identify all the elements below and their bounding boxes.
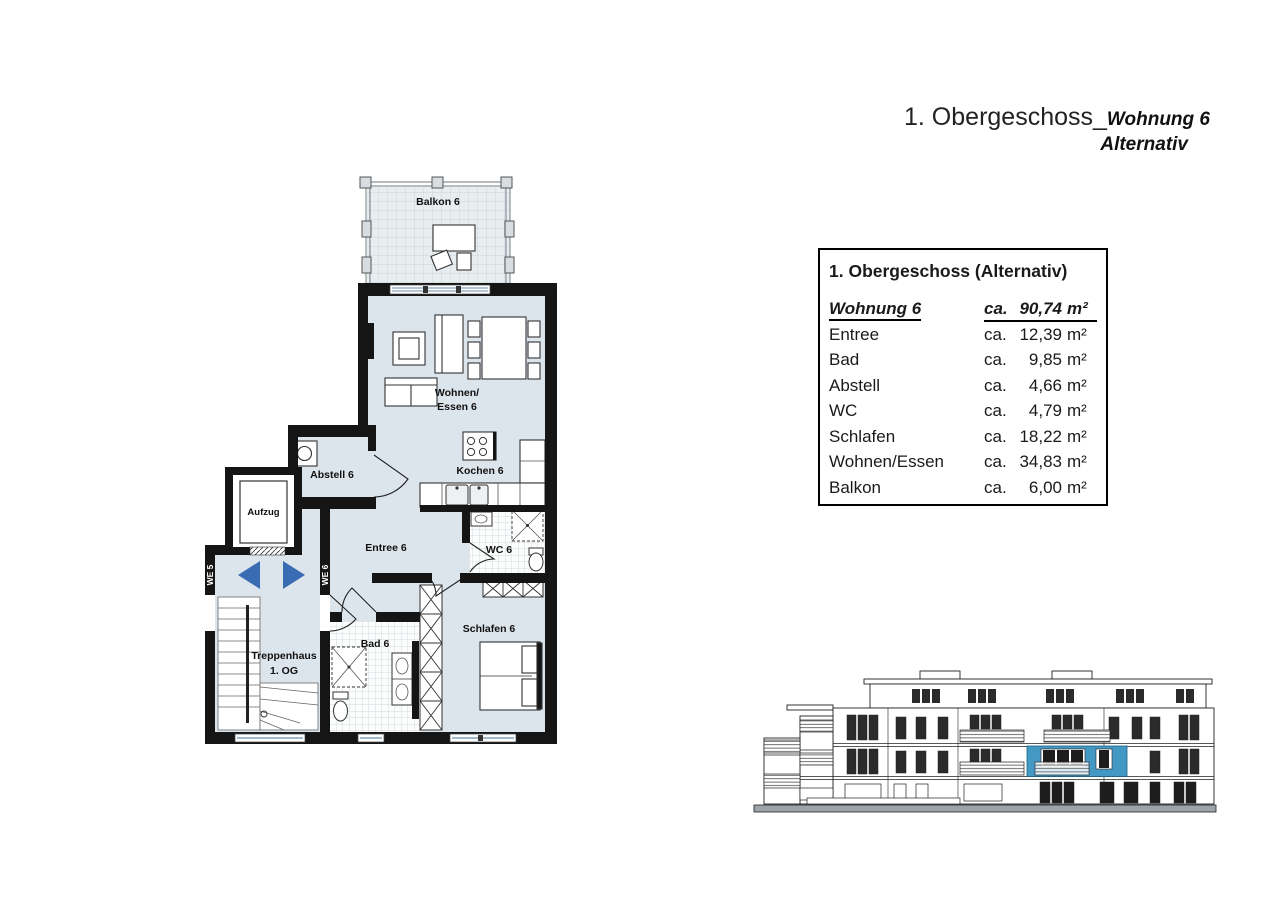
area-table-rows <box>829 325 1097 504</box>
room-area: ca. 4,66 m² <box>984 375 1087 395</box>
room-area: ca. 6,00 m² <box>984 477 1087 497</box>
sheet-title-line1 <box>880 103 1210 132</box>
label-schlafen: Schlafen 6 <box>462 623 516 635</box>
room-name: Bad <box>829 350 860 369</box>
label-treppenhaus-2: 1. OG <box>269 665 299 677</box>
wc-shower <box>512 510 543 541</box>
label-wohnen-1: Wohnen/ <box>434 387 480 399</box>
table-row <box>829 427 1097 453</box>
room-area: ca. 34,83 m² <box>984 452 1087 471</box>
sheet-title <box>880 103 1210 156</box>
ground-line <box>754 805 1216 812</box>
room-area: ca. 4,79 m² <box>984 401 1087 420</box>
label-abstell: Abstell 6 <box>310 469 354 481</box>
bottom-windows <box>235 734 516 742</box>
table-row <box>829 401 1097 427</box>
unit-name: Wohnung 6 <box>829 299 921 321</box>
we5-door-opening <box>205 595 215 631</box>
bad-toilet <box>333 692 348 721</box>
bad-partition-wall <box>412 641 419 719</box>
label-kochen: Kochen 6 <box>456 465 504 477</box>
label-bad: Bad 6 <box>360 638 390 650</box>
room-name: Balkon <box>829 477 881 497</box>
label-aufzug: Aufzug <box>247 507 280 518</box>
building-elevation <box>752 658 1222 826</box>
table-row <box>829 376 1097 402</box>
room-name: Schlafen <box>829 426 896 446</box>
bad-sinks <box>392 653 412 705</box>
area-table-header: 1. Obergeschoss (Alternativ) <box>829 261 1068 281</box>
area-table <box>818 248 1108 506</box>
bad-shower <box>332 647 366 687</box>
label-we6: WE 6 <box>320 564 330 586</box>
title-variant: Alternativ <box>1100 134 1188 155</box>
room-area: ca. 9,85 m² <box>984 350 1087 369</box>
room-area: ca. 12,39 m² <box>984 324 1087 344</box>
ground-floor <box>800 782 1196 804</box>
label-wc: WC 6 <box>485 544 513 556</box>
title-unit: Wohnung 6 <box>1106 109 1210 130</box>
balcony <box>360 177 514 283</box>
bed <box>480 642 542 710</box>
area-table-unit-row <box>829 299 1097 325</box>
label-wohnen-2: Essen 6 <box>437 401 477 413</box>
room-name: Entree <box>829 324 880 344</box>
room-name: Wohnen/Essen <box>829 452 944 471</box>
label-entree: Entree 6 <box>365 542 407 554</box>
floor-plan <box>180 165 600 777</box>
table-row <box>829 350 1097 376</box>
room-name: Abstell <box>829 375 881 395</box>
label-we5: WE 5 <box>205 564 215 586</box>
label-treppenhaus-1: Treppenhaus <box>251 650 317 662</box>
room-name: WC <box>829 401 858 420</box>
table-row <box>829 452 1097 478</box>
table-row <box>829 325 1097 351</box>
elevator-door-hatch <box>250 547 285 555</box>
kitchen-sink <box>446 485 488 505</box>
wc-toilet <box>529 548 543 571</box>
we6-door-opening <box>320 595 330 631</box>
room-area: ca. 18,22 m² <box>984 426 1087 446</box>
cooktop-edge <box>493 432 497 460</box>
elevator <box>225 467 302 555</box>
unit-total: ca. 90,74 m² <box>984 299 1097 322</box>
title-floor: 1. Obergeschoss_ <box>904 103 1107 131</box>
label-balkon: Balkon 6 <box>416 196 460 208</box>
balcony-door-window <box>390 285 490 294</box>
table-row <box>829 478 1097 504</box>
